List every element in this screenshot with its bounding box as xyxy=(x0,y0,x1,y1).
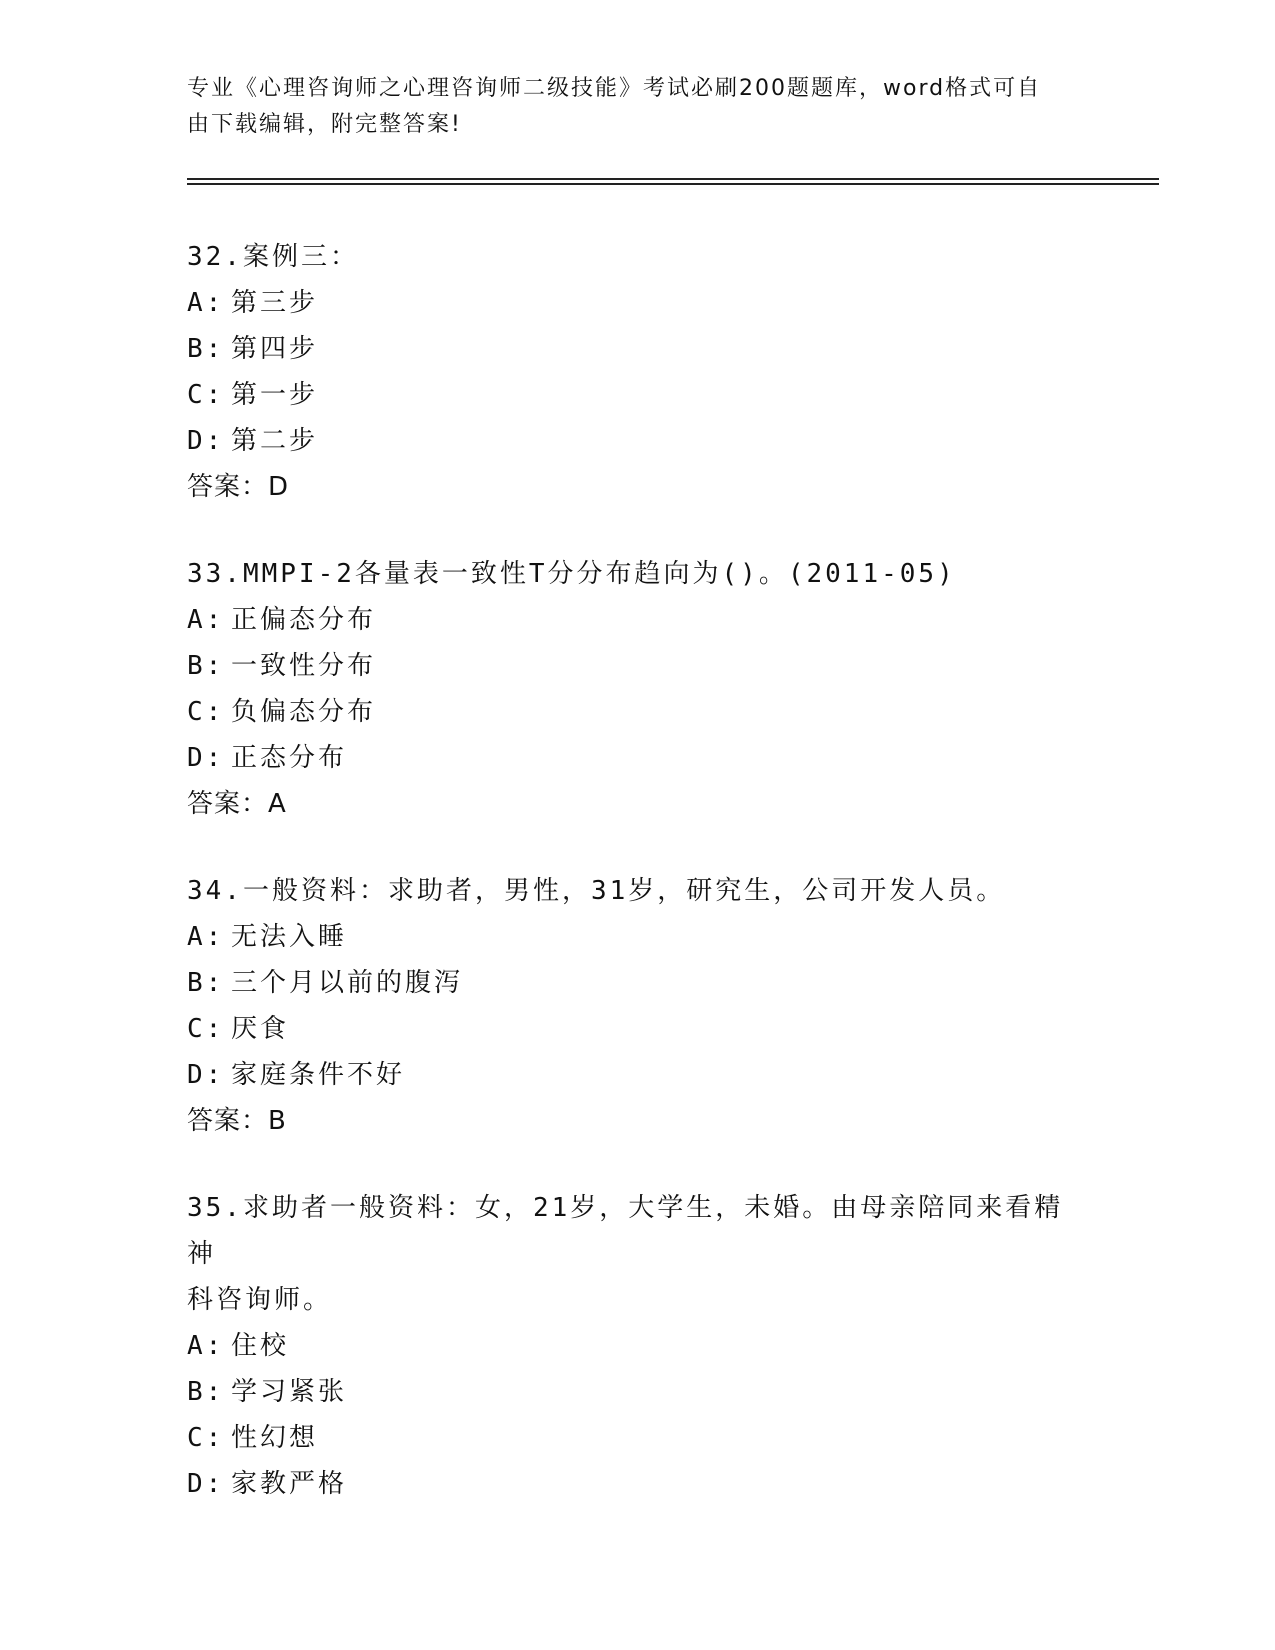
option-b xyxy=(187,960,1087,1006)
option-letter: D: xyxy=(187,743,225,773)
option-text: 三个月以前的腹泻 xyxy=(231,968,464,998)
question-stem-line-2: 科咨询师。 xyxy=(187,1285,333,1315)
option-text: 第三步 xyxy=(231,288,319,318)
question-32 xyxy=(187,234,1087,510)
header-line-1: 专业《心理咨询师之心理咨询师二级技能》考试必刷200题题库，word格式可自 xyxy=(187,76,1042,101)
question-stem-line-1: 35.求助者一般资料：女，21岁，大学生，未婚。由母亲陪同来看精神 xyxy=(187,1193,1064,1269)
option-d xyxy=(187,735,1087,781)
option-letter: C: xyxy=(187,380,225,410)
answer-line: 答案：B xyxy=(187,1106,287,1136)
option-text: 第二步 xyxy=(231,426,319,456)
option-b xyxy=(187,326,1087,372)
option-letter: A: xyxy=(187,1331,225,1361)
option-text: 家教严格 xyxy=(231,1469,348,1499)
option-text: 正偏态分布 xyxy=(231,605,377,635)
option-c xyxy=(187,1006,1087,1052)
option-letter: A: xyxy=(187,922,225,952)
document-header xyxy=(187,71,1067,143)
option-text: 厌食 xyxy=(231,1014,290,1044)
option-letter: D: xyxy=(187,1469,225,1499)
option-text: 无法入睡 xyxy=(231,922,348,952)
option-a xyxy=(187,914,1087,960)
option-letter: B: xyxy=(187,1377,225,1407)
header-divider-top xyxy=(187,178,1159,180)
option-letter: A: xyxy=(187,288,225,318)
option-letter: C: xyxy=(187,697,225,727)
option-c xyxy=(187,689,1087,735)
option-b xyxy=(187,1369,1087,1415)
option-text: 一致性分布 xyxy=(231,651,377,681)
header-divider-bottom xyxy=(187,183,1159,185)
option-letter: D: xyxy=(187,1060,225,1090)
option-b xyxy=(187,643,1087,689)
option-text: 第一步 xyxy=(231,380,319,410)
option-letter: B: xyxy=(187,968,225,998)
option-letter: C: xyxy=(187,1423,225,1453)
option-letter: D: xyxy=(187,426,225,456)
question-stem: 32.案例三： xyxy=(187,242,359,272)
option-text: 家庭条件不好 xyxy=(231,1060,406,1090)
option-d xyxy=(187,1461,1087,1507)
option-a xyxy=(187,597,1087,643)
option-d xyxy=(187,1052,1087,1098)
option-c xyxy=(187,1415,1087,1461)
option-a xyxy=(187,280,1087,326)
option-letter: B: xyxy=(187,651,225,681)
header-line-2: 由下载编辑，附完整答案! xyxy=(187,112,462,137)
question-stem: 34.一般资料：求助者，男性，31岁，研究生，公司开发人员。 xyxy=(187,876,1006,906)
answer-line: 答案：D xyxy=(187,472,290,502)
option-text: 负偏态分布 xyxy=(231,697,377,727)
answer-line: 答案：A xyxy=(187,789,287,819)
option-text: 学习紧张 xyxy=(231,1377,348,1407)
option-text: 性幻想 xyxy=(231,1423,319,1453)
question-stem: 33.MMPI-2各量表一致性T分分布趋向为()。(2011-05) xyxy=(187,559,956,589)
option-c xyxy=(187,372,1087,418)
question-35 xyxy=(187,1185,1087,1507)
option-text: 住校 xyxy=(231,1331,290,1361)
option-text: 正态分布 xyxy=(231,743,348,773)
option-letter: B: xyxy=(187,334,225,364)
question-33 xyxy=(187,551,1087,827)
option-text: 第四步 xyxy=(231,334,319,364)
option-letter: C: xyxy=(187,1014,225,1044)
option-letter: A: xyxy=(187,605,225,635)
option-a xyxy=(187,1323,1087,1369)
option-d xyxy=(187,418,1087,464)
question-list xyxy=(187,234,1087,1548)
question-34 xyxy=(187,868,1087,1144)
